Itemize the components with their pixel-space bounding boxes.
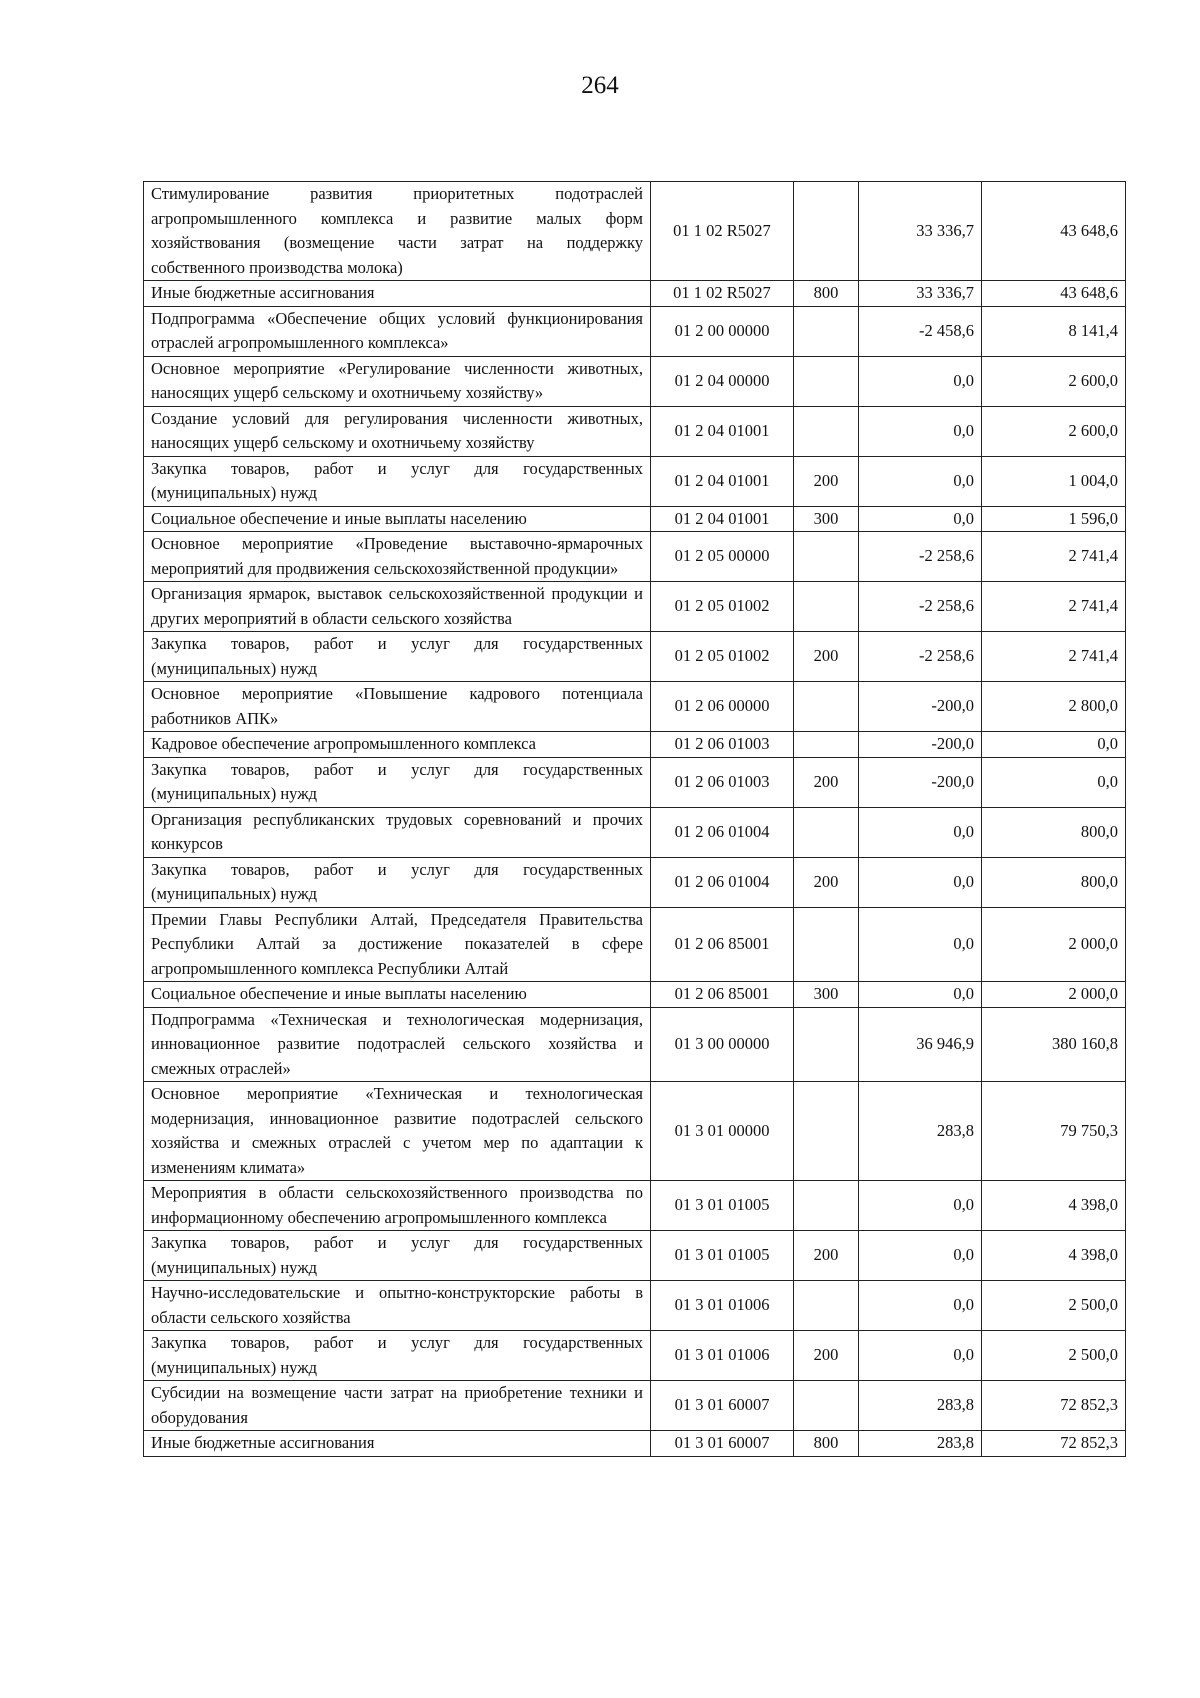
table-row bbox=[144, 1331, 1126, 1381]
row-code-cell: 01 2 06 85001 bbox=[651, 907, 794, 982]
row-name-cell: Мероприятия в области сельскохозяйственного производства по информационному обеспечению агропромышленного комплекса bbox=[144, 1181, 651, 1231]
row-value-1-cell: 283,8 bbox=[859, 1082, 982, 1181]
row-type-cell bbox=[794, 532, 859, 582]
row-value-2-cell: 2 600,0 bbox=[982, 356, 1126, 406]
table-row bbox=[144, 1281, 1126, 1331]
row-value-2-cell: 2 000,0 bbox=[982, 907, 1126, 982]
row-value-1-cell: 283,8 bbox=[859, 1431, 982, 1457]
row-value-2-cell: 72 852,3 bbox=[982, 1381, 1126, 1431]
row-value-1-cell: 0,0 bbox=[859, 356, 982, 406]
row-type-cell bbox=[794, 1082, 859, 1181]
row-name-cell: Основное мероприятие «Техническая и технологическая модернизация, инновационное развитие подотраслей сельского хозяйства и смежных отраслей с учетом мер по адаптации к изменениям климата» bbox=[144, 1082, 651, 1181]
table-row bbox=[144, 456, 1126, 506]
row-code-cell: 01 2 04 00000 bbox=[651, 356, 794, 406]
table-row bbox=[144, 632, 1126, 682]
row-type-cell bbox=[794, 582, 859, 632]
table-row bbox=[144, 1381, 1126, 1431]
row-value-1-cell: 0,0 bbox=[859, 406, 982, 456]
row-code-cell: 01 2 06 00000 bbox=[651, 682, 794, 732]
row-value-1-cell: -2 258,6 bbox=[859, 532, 982, 582]
row-type-cell bbox=[794, 306, 859, 356]
row-code-cell: 01 2 05 01002 bbox=[651, 632, 794, 682]
row-name-cell: Субсидии на возмещение части затрат на приобретение техники и оборудования bbox=[144, 1381, 651, 1431]
row-type-cell bbox=[794, 1007, 859, 1082]
row-value-1-cell: 0,0 bbox=[859, 857, 982, 907]
row-code-cell: 01 3 01 01005 bbox=[651, 1231, 794, 1281]
row-value-2-cell: 380 160,8 bbox=[982, 1007, 1126, 1082]
row-value-2-cell: 43 648,6 bbox=[982, 182, 1126, 281]
table-row bbox=[144, 907, 1126, 982]
row-type-cell: 200 bbox=[794, 757, 859, 807]
row-code-cell: 01 3 00 00000 bbox=[651, 1007, 794, 1082]
row-type-cell: 800 bbox=[794, 281, 859, 307]
row-value-1-cell: -2 258,6 bbox=[859, 632, 982, 682]
table-row bbox=[144, 532, 1126, 582]
row-name-cell: Социальное обеспечение и иные выплаты населению bbox=[144, 982, 651, 1008]
table-row bbox=[144, 582, 1126, 632]
row-name-cell: Основное мероприятие «Повышение кадрового потенциала работников АПК» bbox=[144, 682, 651, 732]
table-row bbox=[144, 182, 1126, 281]
row-type-cell bbox=[794, 807, 859, 857]
row-type-cell bbox=[794, 682, 859, 732]
table-row bbox=[144, 732, 1126, 758]
row-value-2-cell: 1 596,0 bbox=[982, 506, 1126, 532]
row-value-2-cell: 2 800,0 bbox=[982, 682, 1126, 732]
row-code-cell: 01 1 02 R5027 bbox=[651, 281, 794, 307]
row-name-cell: Основное мероприятие «Проведение выставочно-ярмарочных мероприятий для продвижения сельскохозяйственной продукции» bbox=[144, 532, 651, 582]
table-row bbox=[144, 982, 1126, 1008]
row-code-cell: 01 2 04 01001 bbox=[651, 406, 794, 456]
table-row bbox=[144, 1082, 1126, 1181]
table-row bbox=[144, 356, 1126, 406]
row-value-1-cell: 283,8 bbox=[859, 1381, 982, 1431]
row-name-cell: Подпрограмма «Техническая и технологическая модернизация, инновационное развитие подотраслей сельского хозяйства и смежных отраслей» bbox=[144, 1007, 651, 1082]
row-type-cell bbox=[794, 907, 859, 982]
row-value-2-cell: 79 750,3 bbox=[982, 1082, 1126, 1181]
row-type-cell: 300 bbox=[794, 506, 859, 532]
row-value-2-cell: 2 741,4 bbox=[982, 582, 1126, 632]
row-code-cell: 01 2 06 01003 bbox=[651, 757, 794, 807]
table-row bbox=[144, 506, 1126, 532]
row-name-cell: Закупка товаров, работ и услуг для государственных (муниципальных) нужд bbox=[144, 857, 651, 907]
row-value-1-cell: -200,0 bbox=[859, 682, 982, 732]
row-type-cell bbox=[794, 1381, 859, 1431]
table-row bbox=[144, 757, 1126, 807]
row-type-cell bbox=[794, 1181, 859, 1231]
row-code-cell: 01 2 06 01004 bbox=[651, 807, 794, 857]
row-value-1-cell: 0,0 bbox=[859, 1331, 982, 1381]
row-value-1-cell: 0,0 bbox=[859, 1231, 982, 1281]
table-row bbox=[144, 807, 1126, 857]
row-value-2-cell: 4 398,0 bbox=[982, 1181, 1126, 1231]
row-value-2-cell: 72 852,3 bbox=[982, 1431, 1126, 1457]
row-value-2-cell: 2 500,0 bbox=[982, 1331, 1126, 1381]
row-value-2-cell: 8 141,4 bbox=[982, 306, 1126, 356]
row-code-cell: 01 2 06 01004 bbox=[651, 857, 794, 907]
row-value-2-cell: 2 741,4 bbox=[982, 532, 1126, 582]
budget-table-body bbox=[144, 182, 1126, 1457]
row-type-cell bbox=[794, 406, 859, 456]
row-code-cell: 01 2 06 01003 bbox=[651, 732, 794, 758]
row-type-cell: 300 bbox=[794, 982, 859, 1008]
row-value-2-cell: 0,0 bbox=[982, 732, 1126, 758]
row-code-cell: 01 3 01 60007 bbox=[651, 1431, 794, 1457]
row-value-1-cell: 0,0 bbox=[859, 506, 982, 532]
row-name-cell: Создание условий для регулирования численности животных, наносящих ущерб сельскому и охотничьему хозяйству bbox=[144, 406, 651, 456]
row-value-1-cell: -2 258,6 bbox=[859, 582, 982, 632]
page-number: 264 bbox=[581, 72, 619, 99]
row-name-cell: Основное мероприятие «Регулирование численности животных, наносящих ущерб сельскому и охотничьему хозяйству» bbox=[144, 356, 651, 406]
row-value-1-cell: 33 336,7 bbox=[859, 182, 982, 281]
table-row bbox=[144, 306, 1126, 356]
table-row bbox=[144, 1181, 1126, 1231]
row-name-cell: Премии Главы Республики Алтай, Председателя Правительства Республики Алтай за достижение показателей в сфере агропромышленного комплекса Республики Алтай bbox=[144, 907, 651, 982]
table-row bbox=[144, 1231, 1126, 1281]
row-value-2-cell: 800,0 bbox=[982, 857, 1126, 907]
row-name-cell: Научно-исследовательские и опытно-конструкторские работы в области сельского хозяйства bbox=[144, 1281, 651, 1331]
table-row bbox=[144, 857, 1126, 907]
row-type-cell bbox=[794, 356, 859, 406]
row-value-2-cell: 2 500,0 bbox=[982, 1281, 1126, 1331]
row-code-cell: 01 2 00 00000 bbox=[651, 306, 794, 356]
row-code-cell: 01 2 04 01001 bbox=[651, 456, 794, 506]
table-row bbox=[144, 682, 1126, 732]
row-type-cell bbox=[794, 182, 859, 281]
row-code-cell: 01 2 05 00000 bbox=[651, 532, 794, 582]
row-name-cell: Организация ярмарок, выставок сельскохозяйственной продукции и других мероприятий в области сельского хозяйства bbox=[144, 582, 651, 632]
row-type-cell: 200 bbox=[794, 1231, 859, 1281]
row-value-2-cell: 2 000,0 bbox=[982, 982, 1126, 1008]
row-value-2-cell: 43 648,6 bbox=[982, 281, 1126, 307]
row-type-cell: 200 bbox=[794, 1331, 859, 1381]
row-name-cell: Стимулирование развития приоритетных подотраслей агропромышленного комплекса и развитие малых форм хозяйствования (возмещение части затрат на поддержку собственного производства молока) bbox=[144, 182, 651, 281]
table-row bbox=[144, 1431, 1126, 1457]
row-name-cell: Закупка товаров, работ и услуг для государственных (муниципальных) нужд bbox=[144, 632, 651, 682]
row-value-1-cell: 0,0 bbox=[859, 1181, 982, 1231]
row-value-1-cell: 0,0 bbox=[859, 1281, 982, 1331]
row-code-cell: 01 3 01 01006 bbox=[651, 1331, 794, 1381]
row-value-1-cell: -200,0 bbox=[859, 732, 982, 758]
row-name-cell: Закупка товаров, работ и услуг для государственных (муниципальных) нужд bbox=[144, 1231, 651, 1281]
row-type-cell: 800 bbox=[794, 1431, 859, 1457]
row-type-cell: 200 bbox=[794, 857, 859, 907]
row-name-cell: Закупка товаров, работ и услуг для государственных (муниципальных) нужд bbox=[144, 456, 651, 506]
table-row bbox=[144, 1007, 1126, 1082]
row-type-cell bbox=[794, 732, 859, 758]
table-row bbox=[144, 281, 1126, 307]
row-name-cell: Кадровое обеспечение агропромышленного комплекса bbox=[144, 732, 651, 758]
row-name-cell: Закупка товаров, работ и услуг для государственных (муниципальных) нужд bbox=[144, 1331, 651, 1381]
row-code-cell: 01 3 01 00000 bbox=[651, 1082, 794, 1181]
row-code-cell: 01 2 05 01002 bbox=[651, 582, 794, 632]
row-value-1-cell: 33 336,7 bbox=[859, 281, 982, 307]
row-name-cell: Подпрограмма «Обеспечение общих условий функционирования отраслей агропромышленного комплекса» bbox=[144, 306, 651, 356]
row-value-1-cell: 0,0 bbox=[859, 982, 982, 1008]
row-type-cell bbox=[794, 1281, 859, 1331]
row-type-cell: 200 bbox=[794, 456, 859, 506]
row-value-2-cell: 4 398,0 bbox=[982, 1231, 1126, 1281]
row-value-2-cell: 0,0 bbox=[982, 757, 1126, 807]
row-type-cell: 200 bbox=[794, 632, 859, 682]
row-code-cell: 01 2 04 01001 bbox=[651, 506, 794, 532]
row-value-2-cell: 800,0 bbox=[982, 807, 1126, 857]
budget-table bbox=[143, 181, 1126, 1457]
table-row bbox=[144, 406, 1126, 456]
row-value-2-cell: 2 600,0 bbox=[982, 406, 1126, 456]
row-name-cell: Иные бюджетные ассигнования bbox=[144, 281, 651, 307]
row-value-1-cell: 36 946,9 bbox=[859, 1007, 982, 1082]
row-code-cell: 01 3 01 60007 bbox=[651, 1381, 794, 1431]
row-code-cell: 01 1 02 R5027 bbox=[651, 182, 794, 281]
row-code-cell: 01 3 01 01005 bbox=[651, 1181, 794, 1231]
row-value-1-cell: 0,0 bbox=[859, 807, 982, 857]
row-value-1-cell: -2 458,6 bbox=[859, 306, 982, 356]
row-name-cell: Закупка товаров, работ и услуг для государственных (муниципальных) нужд bbox=[144, 757, 651, 807]
row-value-2-cell: 1 004,0 bbox=[982, 456, 1126, 506]
row-value-1-cell: 0,0 bbox=[859, 907, 982, 982]
row-value-2-cell: 2 741,4 bbox=[982, 632, 1126, 682]
row-code-cell: 01 3 01 01006 bbox=[651, 1281, 794, 1331]
row-value-1-cell: -200,0 bbox=[859, 757, 982, 807]
row-code-cell: 01 2 06 85001 bbox=[651, 982, 794, 1008]
row-name-cell: Организация республиканских трудовых соревнований и прочих конкурсов bbox=[144, 807, 651, 857]
row-name-cell: Иные бюджетные ассигнования bbox=[144, 1431, 651, 1457]
row-value-1-cell: 0,0 bbox=[859, 456, 982, 506]
row-name-cell: Социальное обеспечение и иные выплаты населению bbox=[144, 506, 651, 532]
